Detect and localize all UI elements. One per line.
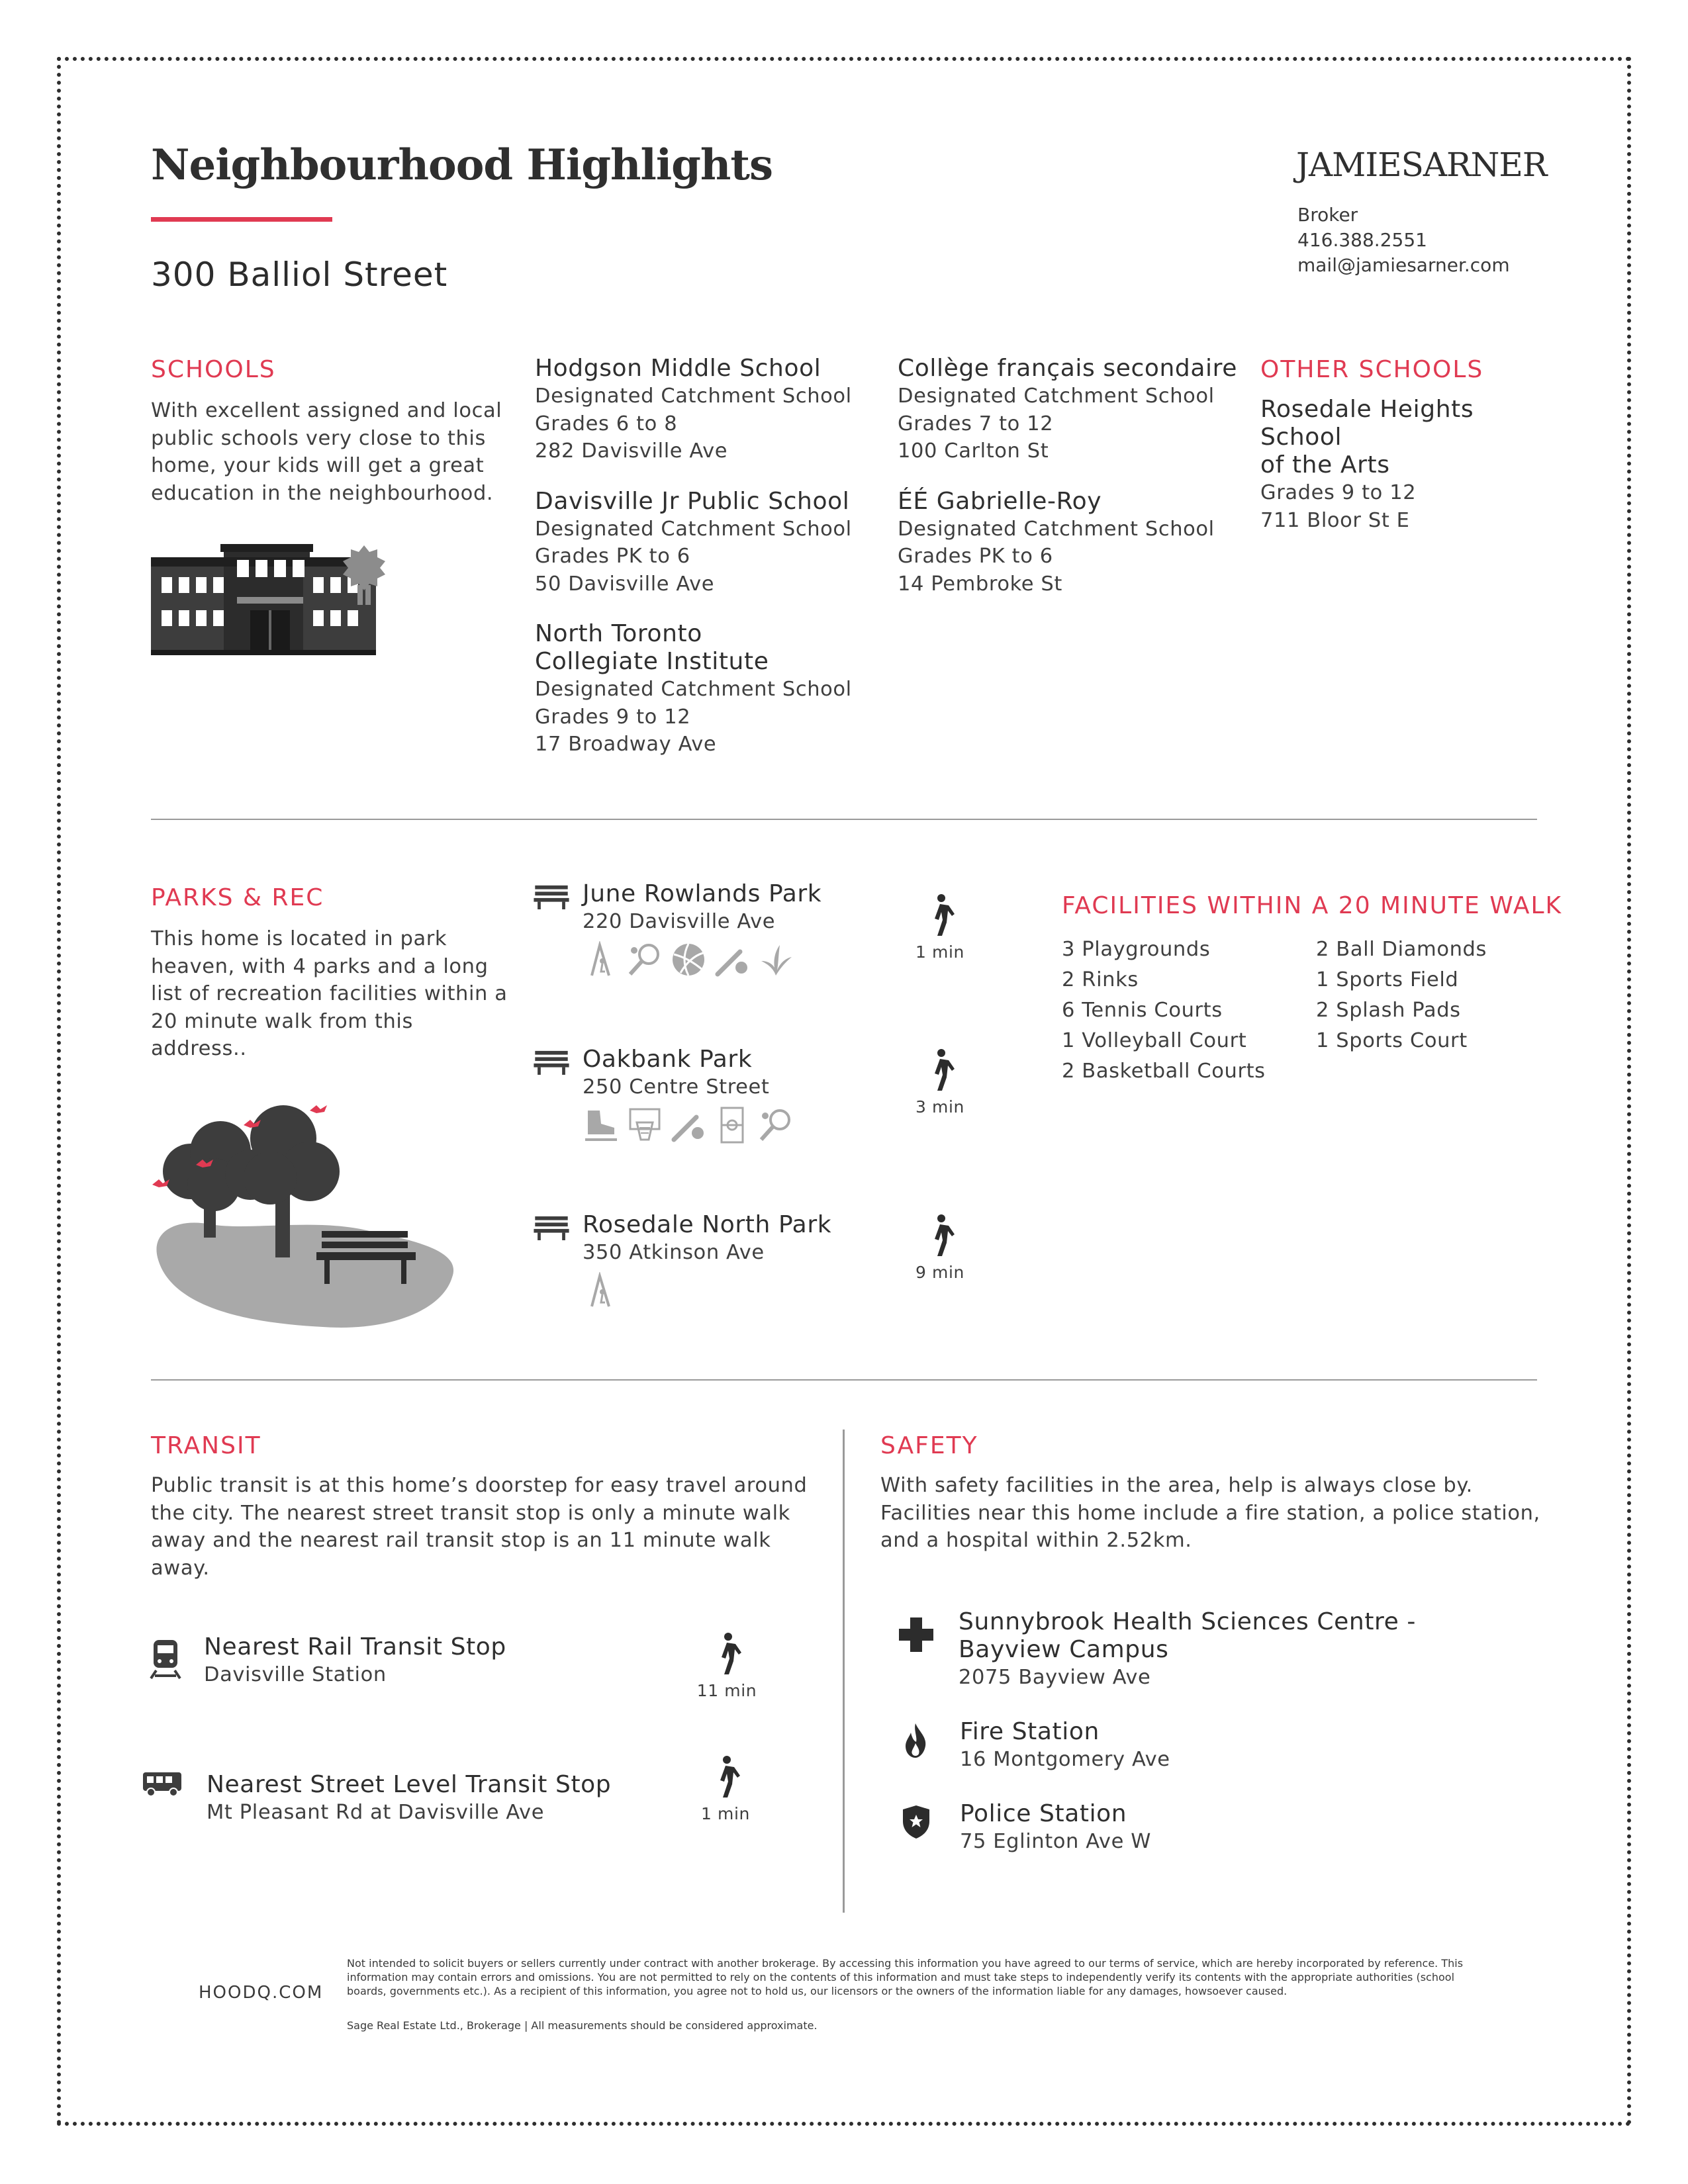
park-trees-icon <box>151 1099 462 1332</box>
facility-item: 6 Tennis Courts <box>1062 999 1223 1022</box>
school-name: ÉÉ Gabrielle-Roy <box>898 487 1102 515</box>
police-station-address: 75 Eglinton Ave W <box>960 1830 1152 1853</box>
rail-walk-time <box>680 1632 773 1700</box>
street-stop-name: Mt Pleasant Rd at Davisville Ave <box>207 1801 545 1824</box>
facility-item: 2 Ball Diamonds <box>1316 938 1487 961</box>
park-name: Oakbank Park <box>583 1046 753 1073</box>
school-name-line2: Collegiate Institute <box>535 648 769 675</box>
school-column-2 <box>898 355 1242 598</box>
transit-description: Public transit is at this home’s doorstep for easy travel around the city. The nearest street transit stop is only a minute walk away and the nearest rail transit stop is an 11 minute walk away. <box>151 1474 808 1580</box>
facility-item: 2 Rinks <box>1062 968 1139 991</box>
walk-time-text: 3 min <box>915 1097 964 1116</box>
walking-icon <box>711 1755 740 1799</box>
facility-item: 1 Sports Court <box>1316 1029 1468 1052</box>
school-address: 14 Pembroke St <box>898 572 1062 596</box>
street-walk-time <box>679 1755 772 1823</box>
tennis-icon <box>626 941 663 978</box>
rail-stop-label: Nearest Rail Transit Stop <box>204 1633 506 1661</box>
broker-phone[interactable]: 416.388.2551 <box>1297 229 1427 251</box>
list-item[interactable] <box>535 620 879 758</box>
facilities-column-2 <box>1316 934 1487 1056</box>
school-type: Designated Catchment School <box>535 385 852 408</box>
walking-icon <box>712 1632 741 1676</box>
school-grades: Grades PK to 6 <box>898 545 1053 568</box>
park-address: 350 Atkinson Ave <box>583 1241 765 1264</box>
skate-icon <box>583 1107 620 1144</box>
list-item[interactable] <box>898 355 1242 465</box>
list-item[interactable] <box>960 1800 1151 1856</box>
park-name: June Rowlands Park <box>583 880 822 907</box>
walk-time-text: 1 min <box>701 1804 750 1823</box>
list-item[interactable] <box>535 488 879 598</box>
walking-icon <box>894 1214 986 1260</box>
park-walk-time <box>894 893 986 962</box>
list-item[interactable] <box>898 488 1242 598</box>
baseball-icon <box>670 1107 707 1144</box>
parks-description: This home is located in park heaven, with 4 parks and a long list of recreation facilities within a 20 minute walk from this address.. <box>151 927 508 1060</box>
school-name-line2: of the Arts <box>1260 451 1390 478</box>
school-type: Designated Catchment School <box>898 517 1215 541</box>
walk-time-text: 1 min <box>915 942 964 962</box>
tennis-icon <box>757 1107 794 1144</box>
list-item[interactable] <box>960 1718 1170 1774</box>
schools-description: With excellent assigned and local public schools very close to this home, your kids will get a great education in the neighbourhood. <box>151 399 502 505</box>
hospital-address: 2075 Bayview Ave <box>959 1666 1151 1689</box>
train-icon <box>150 1639 181 1680</box>
police-badge-icon <box>903 1805 929 1839</box>
hospital-cross-icon <box>899 1617 933 1652</box>
facility-item: 3 Playgrounds <box>1062 938 1211 961</box>
walk-time-text: 11 min <box>696 1681 757 1700</box>
street-stop-label: Nearest Street Level Transit Stop <box>207 1771 612 1798</box>
brand-logo-second: SARNER <box>1401 146 1547 184</box>
brokerage-text: Sage Real Estate Ltd., Brokerage | All measurements should be considered approximate. <box>347 2019 818 2032</box>
school-address: 711 Bloor St E <box>1260 508 1410 532</box>
hospital-name-line1: Sunnybrook Health Sciences Centre - <box>959 1608 1417 1635</box>
park-bench-icon <box>534 884 569 912</box>
walk-time-text: 9 min <box>915 1263 964 1282</box>
school-grades: Grades 7 to 12 <box>898 412 1054 435</box>
school-grades: Grades 6 to 8 <box>535 412 678 435</box>
broker-email[interactable]: mail@jamiesarner.com <box>1297 254 1510 276</box>
transit-heading: TRANSIT <box>151 1432 261 1459</box>
school-name: Collège français secondaire <box>898 355 1237 382</box>
rail-stop-name: Davisville Station <box>204 1663 387 1686</box>
facility-item: 1 Volleyball Court <box>1062 1029 1247 1052</box>
list-item[interactable] <box>1260 396 1552 534</box>
park-walk-time <box>894 1214 986 1282</box>
school-name: Davisville Jr Public School <box>535 487 850 515</box>
list-item[interactable] <box>204 1633 506 1689</box>
list-item[interactable] <box>959 1608 1416 1692</box>
section-divider <box>151 1379 1537 1381</box>
other-schools-heading: OTHER SCHOOLS <box>1260 356 1484 383</box>
brand-logo <box>1296 146 1547 184</box>
broker-contact <box>1297 203 1510 278</box>
park-address: 250 Centre Street <box>583 1075 770 1099</box>
facility-item: 1 Sports Field <box>1316 968 1459 991</box>
school-address: 50 Davisville Ave <box>535 572 715 596</box>
school-address: 17 Broadway Ave <box>535 733 717 756</box>
school-grades: Grades PK to 6 <box>535 545 690 568</box>
walking-icon <box>894 893 986 940</box>
section-divider <box>151 819 1537 820</box>
facilities-column-1 <box>1062 934 1266 1087</box>
school-name: Hodgson Middle School <box>535 355 821 382</box>
title-underline <box>151 217 332 222</box>
school-name-line1: North Toronto <box>535 620 702 647</box>
school-building-icon <box>151 544 393 660</box>
column-divider <box>843 1430 845 1913</box>
park-walk-time <box>894 1048 986 1116</box>
park-bench-icon <box>534 1215 569 1243</box>
splash-pad-icon <box>757 941 794 978</box>
safety-heading: SAFETY <box>880 1432 978 1459</box>
school-type: Designated Catchment School <box>535 517 852 541</box>
basketball-icon <box>626 1107 663 1144</box>
volleyball-icon <box>670 941 707 978</box>
list-item[interactable] <box>535 355 879 465</box>
park-name: Rosedale North Park <box>583 1211 832 1238</box>
baseball-icon <box>714 941 751 978</box>
fire-station-address: 16 Montgomery Ave <box>960 1748 1170 1771</box>
schools-heading: SCHOOLS <box>151 356 276 383</box>
disclaimer-text: Not intended to solicit buyers or sellers currently under contract with another brokerage. By accessing this information you have agreed to our terms of service, which are hereby incorporated by reference. This information may contain errors and omissions. You are not permitted to rely on the contents of this information and must take steps to independently verify its contents with the appropriate authorities (school boards, governments etc.). As a recipient of this information, you agree not to hold us, our licensors or the owners of the information liable for any damages, howsoever caused. <box>347 1957 1464 1997</box>
school-grades: Grades 9 to 12 <box>1260 481 1417 504</box>
playground-icon <box>583 941 620 978</box>
sports-field-icon <box>714 1107 751 1144</box>
hospital-name-line2: Bayview Campus <box>959 1636 1169 1663</box>
fire-station-name: Fire Station <box>960 1718 1100 1745</box>
school-column-1 <box>535 355 879 758</box>
facility-item: 2 Basketball Courts <box>1062 1060 1266 1083</box>
school-type: Designated Catchment School <box>535 678 852 701</box>
school-name-line1: Rosedale Heights School <box>1260 396 1474 451</box>
school-address: 100 Carlton St <box>898 439 1049 463</box>
brand-logo-first: JAMIE <box>1296 146 1401 184</box>
playground-icon <box>583 1272 620 1309</box>
broker-role: Broker <box>1297 204 1358 226</box>
fire-icon <box>904 1723 927 1758</box>
walking-icon <box>894 1048 986 1095</box>
facility-item: 2 Splash Pads <box>1316 999 1461 1022</box>
page-title: Neighbourhood Highlights <box>151 140 773 190</box>
school-address: 282 Davisville Ave <box>535 439 728 463</box>
parks-heading: PARKS & REC <box>151 884 324 911</box>
list-item[interactable] <box>207 1771 611 1827</box>
park-bench-icon <box>534 1050 569 1077</box>
bus-icon <box>142 1771 183 1797</box>
hoodq-link[interactable]: HOODQ.COM <box>199 1983 324 2003</box>
school-type: Designated Catchment School <box>898 385 1215 408</box>
police-station-name: Police Station <box>960 1800 1127 1827</box>
facilities-heading: FACILITIES WITHIN A 20 MINUTE WALK <box>1062 892 1563 919</box>
property-address: 300 Balliol Street <box>151 255 448 294</box>
park-address: 220 Davisville Ave <box>583 910 776 933</box>
school-grades: Grades 9 to 12 <box>535 705 691 729</box>
safety-description: With safety facilities in the area, help is always close by. Facilities near this home include a fire station, a police station, and a hospital within 2.52km. <box>880 1474 1540 1552</box>
